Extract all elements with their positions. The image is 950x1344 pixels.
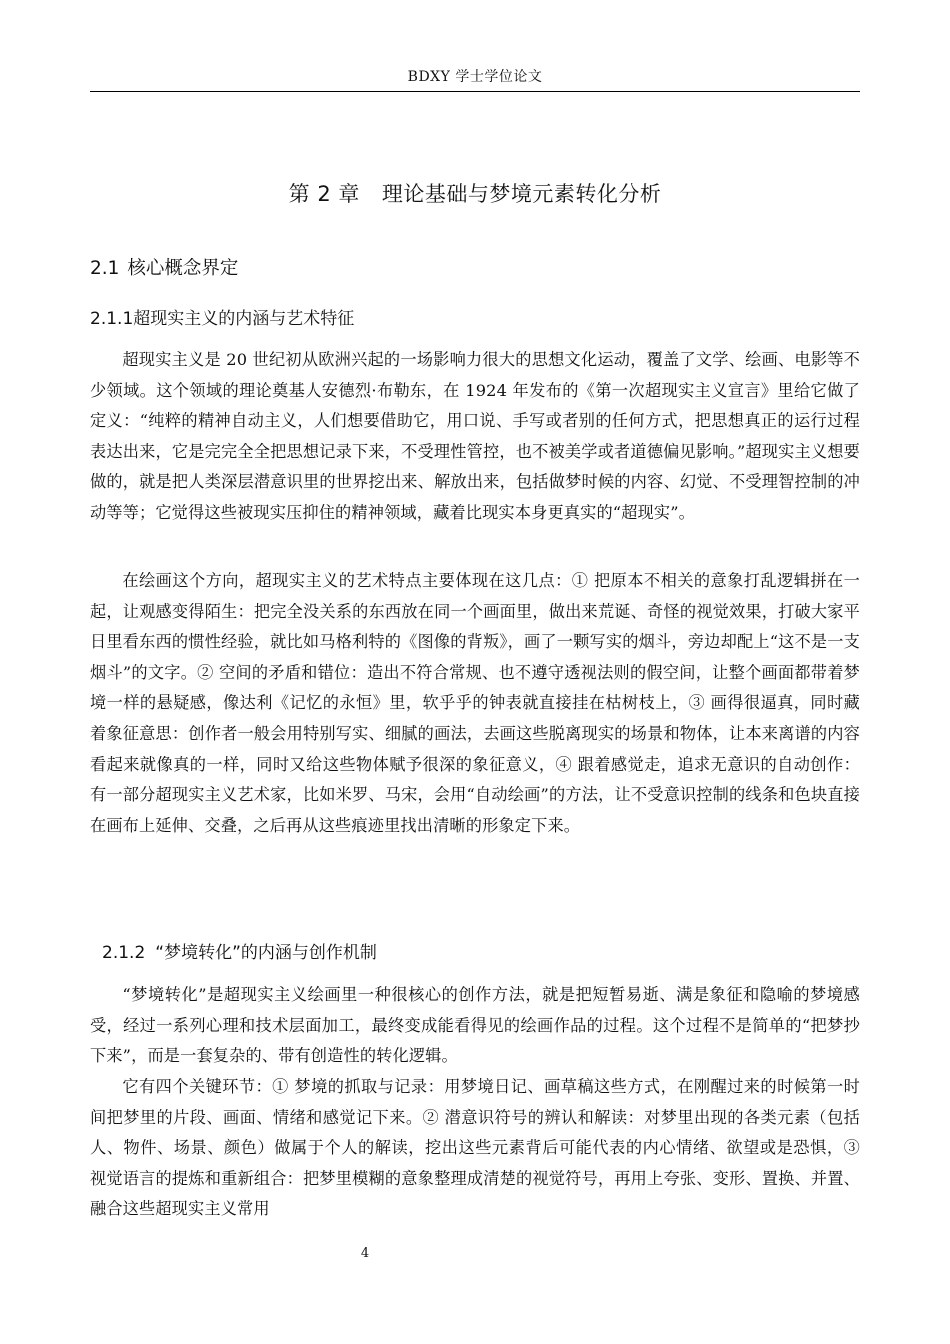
subsection-title: 超现实主义的内涵与艺术特征 (133, 309, 355, 329)
chapter-name: 理论基础与梦境元素转化分析 (381, 182, 662, 206)
paragraph: 它有四个关键环节：① 梦境的抓取与记录：用梦境日记、画草稿这些方式，在刚醒过来的时候第一时间把梦里的片段、画面、情绪和感觉记下来。② 潜意识符号的辨认和解读：对梦里出现的各类元素（包括人、物件、场景、颜色）做属于个人的解读，挖出这些元素背后可能代表的内心情绪、欲望或是恐惧，③ 视觉语言的提炼和重新组合：把梦里模糊的意象整理成清楚的视觉符号，再用上夸张、变形、置换、并置、融合这些超现实主义常用 (90, 1077, 860, 1219)
subsection-title: “梦境转化”的内涵与创作机制 (155, 943, 377, 963)
section-heading (90, 254, 238, 280)
paragraph: 在绘画这个方向，超现实主义的艺术特点主要体现在这几点：① 把原本不相关的意象打乱逻辑拼在一起，让观感变得陌生：把完全没关系的东西放在同一个画面里，做出来荒诞、奇怪的视觉效果，打破大家平日里看东西的惯性经验，就比如马格利特的《图像的背叛》，画了一颗写实的烟斗，旁边却配上“这不是一支烟斗”的文字。② 空间的矛盾和错位：造出不符合常规、也不遵守透视法则的假空间，让整个画面都带着梦境一样的悬疑感，像达利《记忆的永恒》里，软乎乎的钟表就直接挂在枯树枝上，③ 画得很逼真，同时藏着象征意思：创作者一般会用特别写实、细腻的画法，去画这些脱离现实的场景和物体，让本来离谱的内容看起来就像真的一样，同时又给这些物体赋予很深的象征意义，④ 跟着感觉走，追求无意识的自动创作：有一部分超现实主义艺术家，比如米罗、马宋，会用“自动绘画”的方法，让不受意识控制的线条和色块直接在画布上延伸、交叠，之后再从这些痕迹里找出清晰的形象定下来。 (90, 571, 860, 835)
running-header: BDXY 学士学位论文 (407, 69, 543, 85)
subsection-heading-2 (102, 938, 377, 963)
section-number: 2.1 (90, 258, 120, 279)
subsection-heading-1 (90, 304, 354, 329)
header-rule (90, 91, 860, 92)
paragraph: 超现实主义是 20 世纪初从欧洲兴起的一场影响力很大的思想文化运动，覆盖了文学、绘画、电影等不少领域。这个领域的理论奠基人安德烈·布勒东，在 1924 年发布的《第一次超现实主义宣言》里给它做了定义：“纯粹的精神自动主义，人们想要借助它，用口说、手写或者别的任何方式，把思想真正的运行过程表达出来，它是完完全全把思想记录下来，不受理性管控，也不被美学或者道德偏见影响。”超现实主义想要做的，就是把人类深层潜意识里的世界挖出来、解放出来，包括做梦时候的内容、幻觉、不受理智控制的冲动等等；它觉得这些被现实压抑住的精神领域，藏着比现实本身更真实的“超现实”。 (90, 350, 860, 522)
chapter-title (90, 178, 860, 208)
paragraph: “梦境转化”是超现实主义绘画里一种很核心的创作方法，就是把短暂易逝、满是象征和隐喻的梦境感受，经过一系列心理和技术层面加工，最终变成能看得见的绘画作品的过程。这个过程不是简单的“把梦抄下来”，而是一套复杂的、带有创造性的转化逻辑。 (90, 985, 860, 1066)
page-number: 4 (360, 1246, 370, 1261)
subsection-number: 2.1.1 (90, 309, 134, 329)
section-title: 核心概念界定 (127, 258, 239, 279)
subsection-number: 2.1.2 (102, 943, 146, 963)
chapter-number: 第 2 章 (288, 182, 360, 206)
